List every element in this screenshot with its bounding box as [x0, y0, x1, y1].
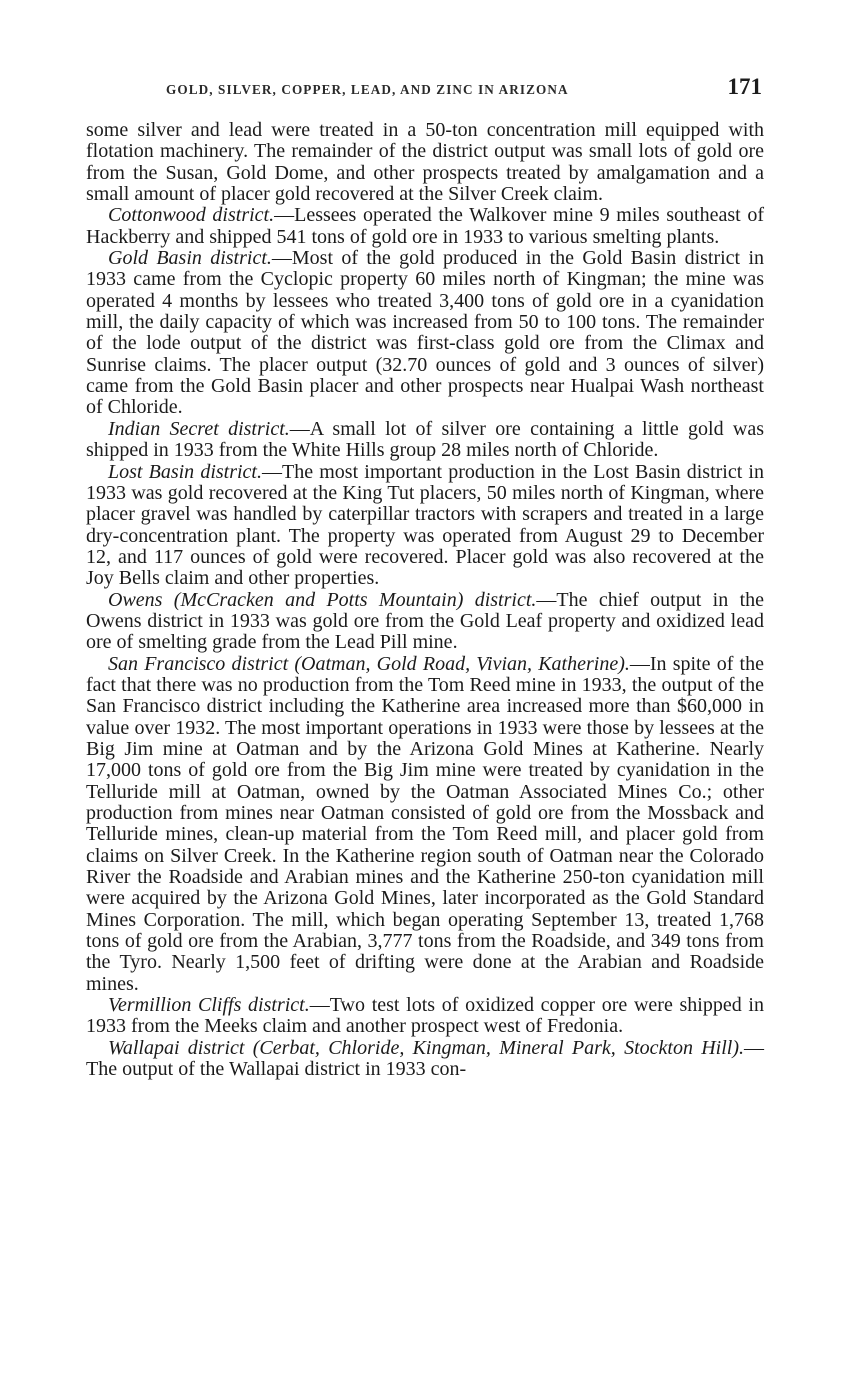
district-heading: San Francisco district (Oatman, Gold Road, Vivian, Katherine).: [108, 652, 630, 675]
paragraph-continuation: [86, 120, 764, 205]
paragraph-gold-basin-district: [86, 248, 764, 419]
paragraph-text: —The chief output in the Owens district in 1933 was gold ore from the Gold Leaf property and oxidized lead ore of smelting grade from the Lead Pill mine.: [86, 588, 764, 654]
paragraph-text: —Most of the gold produced in the Gold Basin district in 1933 came from the Cyclopic property 60 miles north of Kingman; the mine was operated 4 months by lessees who treated 3,400 tons of gold ore in a cyanidation mill, the daily capacity of which was increased from 50 to 100 tons. The remainder of the lode output of the district was first-class gold ore from the Climax and Sunrise claims. The placer output (32.70 ounces of gold and 3 ounces of silver) came from the Gold Basin placer and other prospects near Hualpai Wash northeast of Chloride.: [86, 247, 764, 419]
document-page: [86, 74, 764, 1080]
page-number: 171: [727, 74, 762, 99]
paragraph-text: —The output of the Wallapai district in 1933 con-: [86, 1036, 764, 1081]
paragraph-text: —Lessees operated the Walkover mine 9 miles southeast of Hackberry and shipped 541 tons of gold ore in 1933 to various smelting plants.: [86, 204, 764, 248]
body-text: [86, 120, 764, 1080]
district-heading: Indian Secret district.: [108, 417, 290, 440]
paragraph-cottonwood-district: [86, 205, 764, 248]
district-heading: Gold Basin district.: [108, 247, 272, 270]
paragraph-san-francisco-district: [86, 654, 764, 996]
district-heading: Lost Basin district.: [108, 460, 262, 483]
district-heading: Vermillion Cliffs district.: [108, 994, 310, 1017]
paragraph-indian-secret-district: [86, 419, 764, 462]
district-heading: Wallapai district (Cerbat, Chloride, Kingman, Mineral Park, Stockton Hill).: [108, 1036, 744, 1059]
paragraph-text: —Two test lots of oxidized copper ore were shipped in 1933 from the Meeks claim and another prospect west of Fredonia.: [86, 994, 764, 1038]
paragraph-text: —A small lot of silver ore containing a little gold was shipped in 1933 from the White Hills group 28 miles north of Chloride.: [86, 417, 764, 462]
paragraph-text: —In spite of the fact that there was no production from the Tom Reed mine in 1933, the output of the San Francisco district including the Katherine area increased more than $60,000 in value over 1932. The most important operations in 1933 were those by lessees at the Big Jim mine at Oatman and by the Arizona Gold Mines at Katherine. Nearly 17,000 tons of gold ore from the Big Jim mine were treated by cyanidation in the Telluride mill at Oatman, owned by the Oatman Associated Mines Co.; other production from mines near Oatman consisted of gold ore from the Mossback and Telluride mines, clean-up material from the Tom Reed mill, and placer gold from claims on Silver Creek. In the Katherine region south of Oatman near the Colorado River the Roadside and Arabian mines and the Katherine 250-ton cyanidation mill were acquired by the Arizona Gold Mines, later incorporated as the Gold Standard Mines Corporation. The mill, which began operating September 13, treated 1,768 tons of gold ore from the Arabian, 3,777 tons from the Roadside, and 349 tons from the Tyro. Nearly 1,500 feet of drifting were done at the Arabian and Roadside mines.: [86, 652, 764, 995]
district-heading: Cottonwood district.: [108, 204, 275, 227]
paragraph-vermillion-cliffs-district: [86, 995, 764, 1038]
paragraph-owens-district: [86, 590, 764, 654]
paragraph-lost-basin-district: [86, 462, 764, 590]
paragraph-text: —The most important production in the Lost Basin district in 1933 was gold recovered at the King Tut placers, 50 miles north of Kingman, where placer gravel was handled by caterpillar tractors with scrapers and treated in a large dry-concentration plant. The property was operated from August 29 to December 12, and 117 ounces of gold were recovered. Placer gold was also recovered at the Joy Bells claim and other properties.: [86, 460, 764, 590]
running-head: [86, 74, 764, 106]
district-heading: Owens (McCracken and Potts Mountain) district.: [108, 588, 537, 611]
paragraph-wallapai-district: [86, 1038, 764, 1081]
paragraph-text: some silver and lead were treated in a 50-ton concentration mill equipped with flotation machinery. The remainder of the district output was small lots of gold ore from the Susan, Gold Dome, and other prospects treated by amalgamation and a small amount of placer gold recovered at the Silver Creek claim.: [86, 119, 764, 206]
running-head-title: GOLD, SILVER, COPPER, LEAD, AND ZINC IN ARIZONA: [166, 82, 569, 97]
